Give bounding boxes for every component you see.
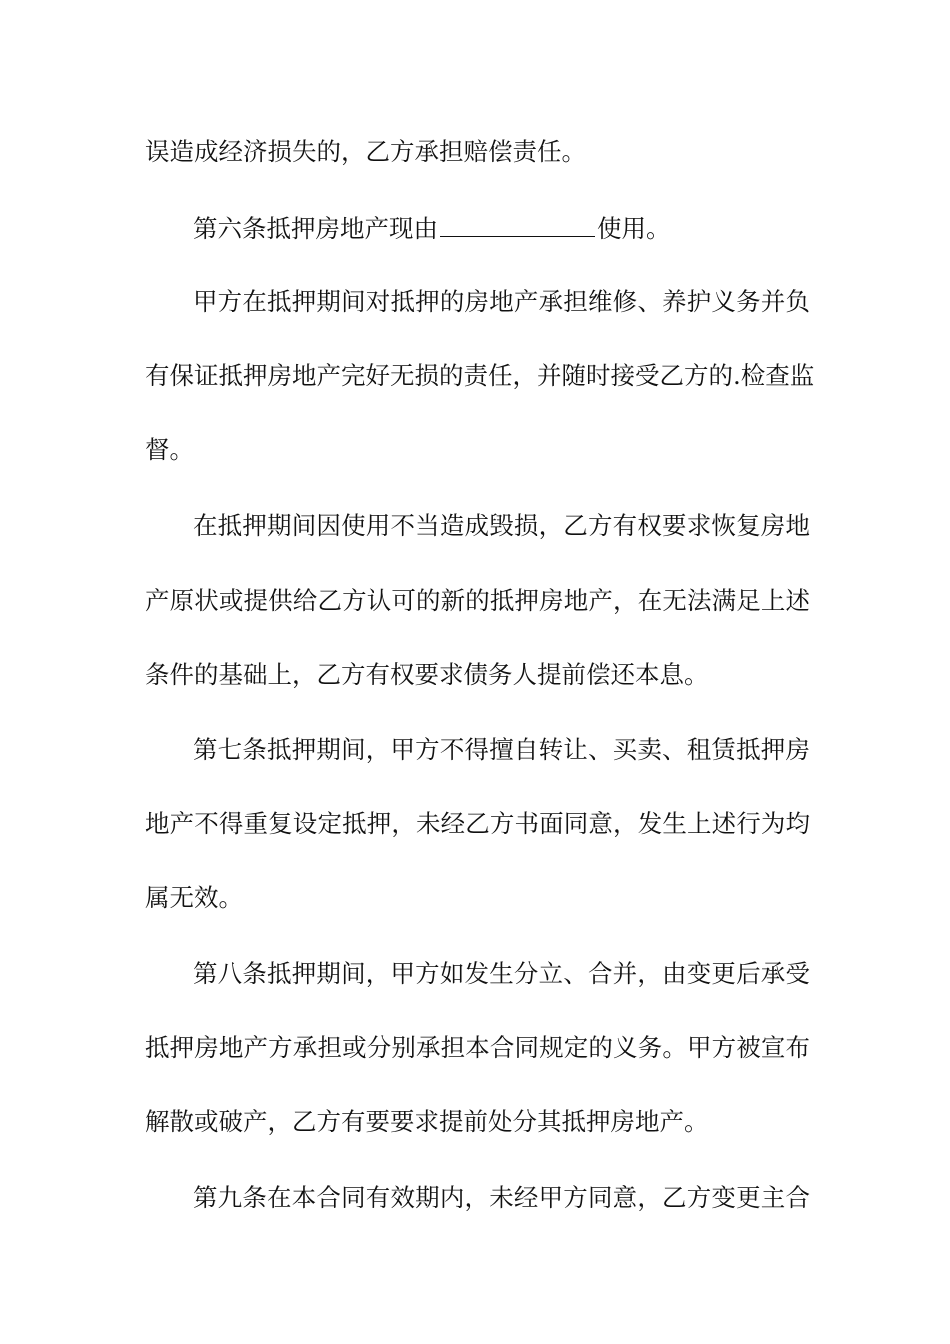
paragraph-line: 解散或破产，乙方有要要求提前处分其抵押房地产。: [145, 1107, 709, 1136]
paragraph-line: 抵押房地产方承担或分别承担本合同规定的义务。甲方被宣布: [145, 1033, 810, 1062]
paragraph-line: 第九条在本合同有效期内，未经甲方同意，乙方变更主合: [193, 1183, 810, 1212]
paragraph-line: 误造成经济损失的，乙方承担赔偿责任。: [145, 137, 586, 166]
paragraph-line: 地产不得重复设定抵押，未经乙方书面同意，发生上述行为均: [145, 809, 810, 838]
paragraph-line: 第七条抵押期间，甲方不得擅自转让、买卖、租赁抵押房: [193, 735, 810, 764]
paragraph-line: 属无效。: [145, 883, 243, 912]
paragraph-line: 督。: [145, 435, 194, 464]
article-6-suffix: 使用。: [597, 214, 671, 243]
blank-fill-line: [440, 210, 595, 237]
paragraph-line: 产原状或提供给乙方认可的新的抵押房地产，在无法满足上述: [145, 586, 810, 615]
paragraph-line: 条件的基础上，乙方有权要求债务人提前偿还本息。: [145, 660, 709, 689]
paragraph-line: 在抵押期间因使用不当造成毁损，乙方有权要求恢复房地: [193, 511, 810, 540]
paragraph-line: 甲方在抵押期间对抵押的房地产承担维修、养护义务并负: [193, 287, 810, 316]
article-6-line: [193, 210, 810, 245]
paragraph-line: 第八条抵押期间，甲方如发生分立、合并，由变更后承受: [193, 959, 810, 988]
article-6-text: 第六条抵押房地产现由: [193, 214, 438, 243]
paragraph-line: 有保证抵押房地产完好无损的责任，并随时接受乙方的.检查监: [145, 361, 815, 390]
